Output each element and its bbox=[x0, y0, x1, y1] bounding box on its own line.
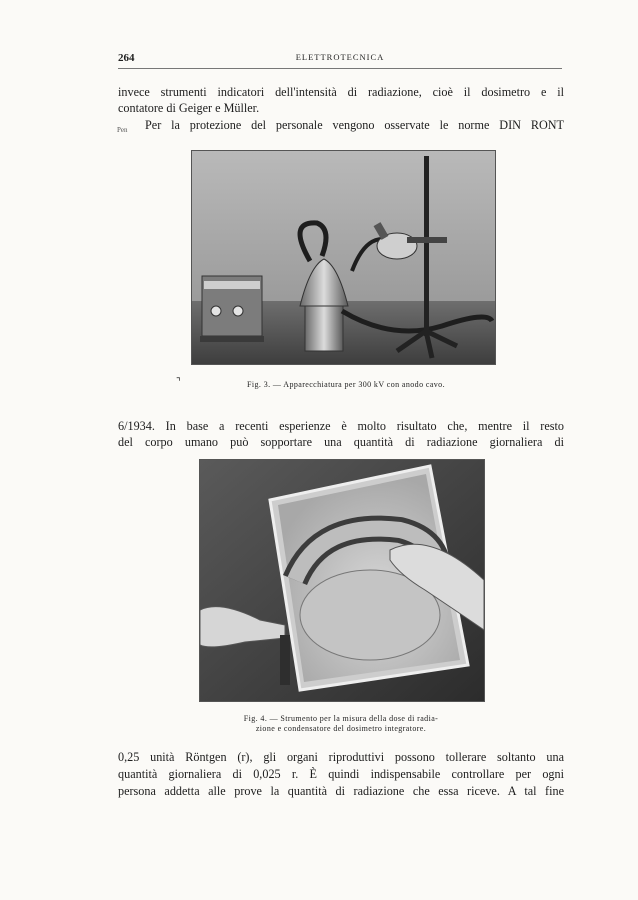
paragraph-4-line-2: quantità giornaliera di 0,025 r. È quindi indispensabile controllare per ogni bbox=[118, 767, 564, 781]
paragraph-1-line-1: invece strumenti indicatori dell'intensità di radiazione, cioè il dosimetro e il bbox=[118, 85, 564, 99]
running-title: ELETTROTECNICA bbox=[295, 52, 385, 62]
paragraph-3-line-2: del corpo umano può sopportare una quantità di radiazione giornaliera di bbox=[118, 435, 564, 449]
figure-3-photo bbox=[191, 150, 496, 365]
page-number: 264 bbox=[118, 52, 135, 64]
paragraph-4-line-1: 0,25 unità Röntgen (r), gli organi riproduttivi possono tollerare soltanto una bbox=[118, 750, 564, 764]
margin-note: Pen bbox=[117, 126, 128, 134]
paragraph-1-line-2: contatore di Geiger e Müller. bbox=[118, 101, 260, 115]
figure-4-caption-line-1: Fig. 4. — Strumento per la misura della dose di radia- bbox=[243, 714, 439, 723]
paragraph-2-line-1: Per la protezione del personale vengono osservate le norme DIN RONT bbox=[145, 118, 564, 132]
running-header bbox=[118, 52, 562, 69]
paragraph-4-line-3: persona addetta alle prove la quantità di radiazione che essa riceve. A tal fine bbox=[118, 784, 564, 798]
paragraph-3-line-1: 6/1934. In base a recenti esperienze è molto risultato che, mentre il resto bbox=[118, 419, 564, 433]
figure-4-photo bbox=[199, 459, 485, 702]
figure-3-caption-mark: ⌝ bbox=[176, 377, 181, 388]
figure-4-caption-line-2: zione e condensatore del dosimetro integratore. bbox=[255, 724, 427, 733]
figure-3-caption: Fig. 3. — Apparecchiatura per 300 kV con anodo cavo. bbox=[247, 380, 445, 389]
